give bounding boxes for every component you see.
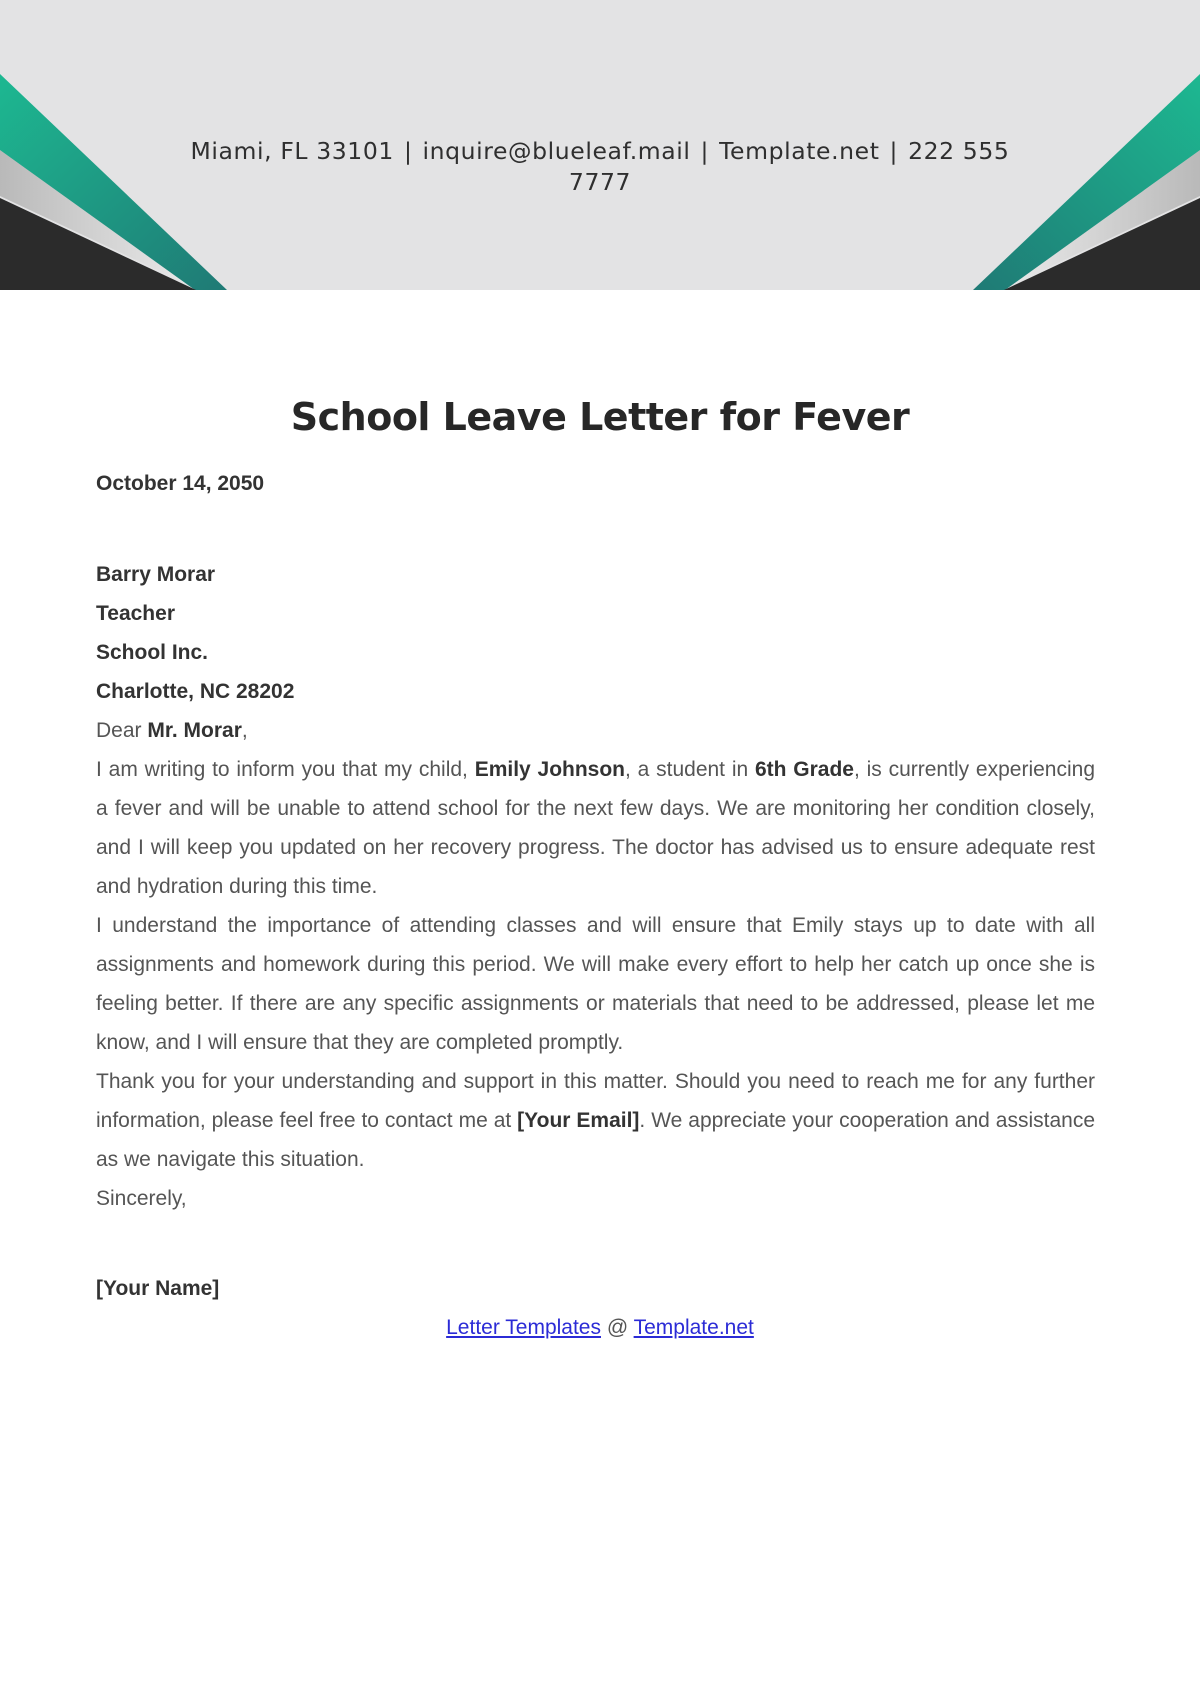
body-paragraph-2: I understand the importance of attending classes and will ensure that Emily stays up to date with all assignments and homework during this period. We will make every effort to help her catch up once she is feeling better. If there are any specific assignments or materials that need to be addressed, please let me know, and I will ensure that they are completed promptly. <box>96 914 1095 1054</box>
salutation-suffix: , <box>241 719 248 742</box>
email-placeholder: [Your Email] <box>517 1109 640 1132</box>
grade: 6th Grade <box>754 758 854 781</box>
website-text: Template.net <box>719 137 880 165</box>
recipient-name: Barry Morar <box>96 563 216 586</box>
letter-title: School Leave Letter for Fever <box>290 395 910 439</box>
paragraph-text: , is currently experiencing a fever and will be unable to attend school for the next few days. We are monitoring her condition closely, and I will keep you updated on her recovery progress. The doctor has advised us to ensure adequate rest and hydration during this time. <box>96 758 1095 898</box>
email-text: inquire@blueleaf.mail <box>422 137 691 165</box>
paragraph-text: I am writing to inform you that my child, <box>96 758 475 781</box>
salutation <box>96 711 1096 750</box>
letter-templates-link[interactable]: Letter Templates <box>446 1316 601 1339</box>
at-symbol: @ <box>601 1316 634 1339</box>
body-paragraph-1 <box>96 750 1095 906</box>
separator: | <box>700 137 710 165</box>
separator: | <box>889 137 899 165</box>
child-name: Emily Johnson <box>474 758 626 781</box>
letterhead <box>0 0 1200 290</box>
salutation-prefix: Dear <box>96 719 148 742</box>
footer-credit <box>0 1308 1200 1347</box>
paragraph-text: Thank you for your understanding and support in this matter. Should you need to reach me for any further information, please feel free to contact me at <box>96 1070 1095 1132</box>
closing: Sincerely, <box>96 1187 187 1210</box>
template-net-link[interactable]: Template.net <box>633 1316 754 1339</box>
separator: | <box>403 137 413 165</box>
body-paragraph-3 <box>96 1062 1095 1179</box>
recipient-organization: School Inc. <box>96 641 209 664</box>
recipient-role: Teacher <box>96 602 175 625</box>
phone-text-part2: 7777 <box>568 168 632 196</box>
phone-text-part1: 222 555 <box>908 137 1010 165</box>
address-text: Miami, FL 33101 <box>190 137 394 165</box>
signature-name: [Your Name] <box>96 1277 220 1300</box>
paragraph-text: , a student in <box>625 758 755 781</box>
contact-info <box>150 136 1050 198</box>
salutation-name: Mr. Morar <box>147 719 242 742</box>
recipient-location: Charlotte, NC 28202 <box>96 680 295 703</box>
paragraph-text: . We appreciate your cooperation and assistance as we navigate this situation. <box>96 1109 1096 1171</box>
letter-date: October 14, 2050 <box>96 472 265 495</box>
